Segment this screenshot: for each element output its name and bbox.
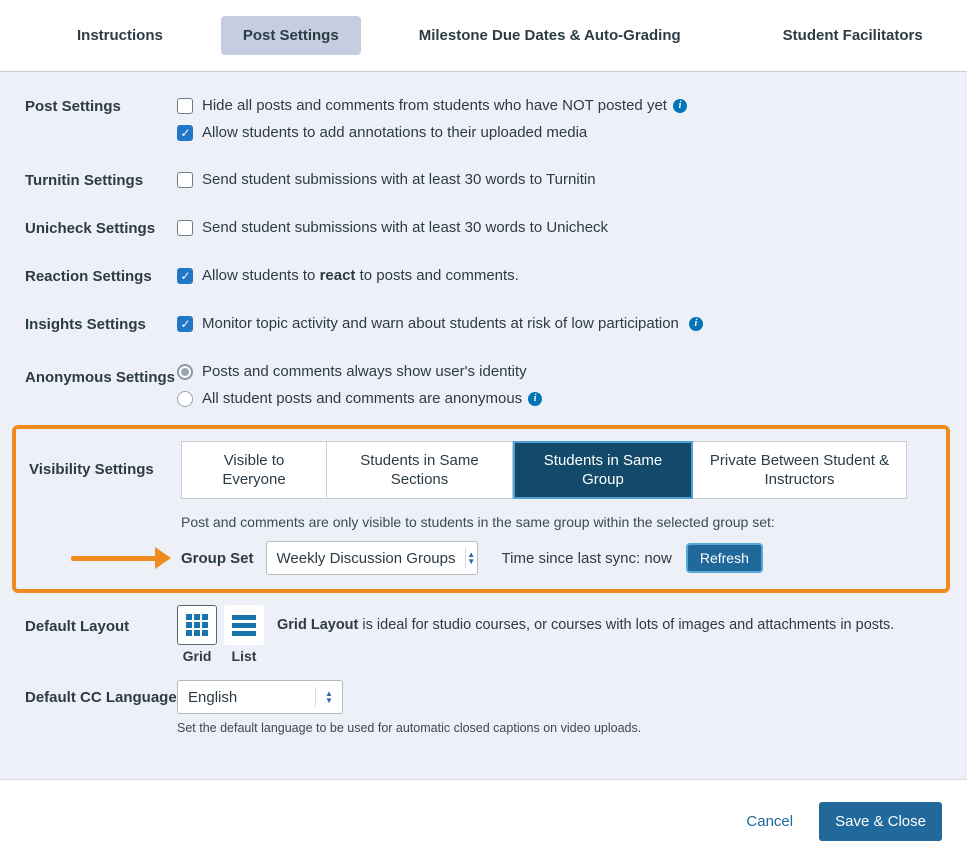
unicheck-label: Unicheck Settings xyxy=(25,217,177,239)
sync-status-text: Time since last sync: now xyxy=(502,550,672,567)
group-set-select[interactable] xyxy=(266,541,478,575)
default-layout-label: Default Layout xyxy=(25,605,177,664)
hide-posts-text: Hide all posts and comments from students who have NOT posted yet xyxy=(202,95,667,116)
layout-description: Grid Layout is ideal for studio courses, or courses with lots of images and attachments in posts. xyxy=(277,605,894,664)
reaction-option xyxy=(177,265,967,286)
insights-option xyxy=(177,313,967,334)
list-icon xyxy=(224,605,264,645)
cc-language-row xyxy=(0,680,967,735)
annotation-arrow xyxy=(29,547,181,569)
turnitin-checkbox[interactable] xyxy=(177,172,193,188)
arrow-head-icon xyxy=(155,547,171,569)
unicheck-checkbox[interactable] xyxy=(177,220,193,236)
insights-label: Insights Settings xyxy=(25,313,177,335)
anonymous-row xyxy=(0,361,967,409)
tab-post-settings[interactable]: Post Settings xyxy=(221,16,361,55)
visibility-label: Visibility Settings xyxy=(29,441,181,499)
refresh-button[interactable]: Refresh xyxy=(686,543,763,573)
annotations-option xyxy=(177,122,967,143)
spinner-icon: ▲ ▼ xyxy=(316,690,342,704)
segment-visible-to-everyone[interactable]: Visible to Everyone xyxy=(181,441,327,499)
info-icon[interactable]: i xyxy=(673,99,687,113)
identity-radio[interactable] xyxy=(177,364,193,380)
anonymous-option xyxy=(177,388,967,409)
reaction-label: Reaction Settings xyxy=(25,265,177,287)
annotations-text: Allow students to add annotations to their uploaded media xyxy=(202,122,587,143)
visibility-segmented-control xyxy=(181,441,907,499)
list-layout-button[interactable] xyxy=(224,605,264,664)
footer-bar xyxy=(0,779,967,862)
segment-private-student-instructors[interactable]: Private Between Student & Instructors xyxy=(693,441,907,499)
group-set-row xyxy=(29,541,946,575)
spinner-icon: ▲ ▼ xyxy=(466,551,477,565)
group-set-label: Group Set xyxy=(181,550,254,567)
unicheck-row xyxy=(0,217,967,239)
insights-checkbox[interactable] xyxy=(177,316,193,332)
info-icon[interactable]: i xyxy=(689,317,703,331)
reaction-row xyxy=(0,265,967,287)
tab-bar xyxy=(0,0,967,72)
cc-language-select[interactable] xyxy=(177,680,343,714)
turnitin-label: Turnitin Settings xyxy=(25,169,177,191)
visibility-annotation-box xyxy=(12,425,950,593)
grid-label: Grid xyxy=(183,648,212,664)
arrow-line xyxy=(71,556,156,561)
unicheck-option xyxy=(177,217,967,238)
identity-text: Posts and comments always show user's identity xyxy=(202,361,527,382)
save-close-button[interactable]: Save & Close xyxy=(819,802,942,841)
anonymous-label: Anonymous Settings xyxy=(25,361,177,409)
cc-language-value: English xyxy=(178,689,315,706)
cc-language-helper: Set the default language to be used for automatic closed captions on video uploads. xyxy=(177,721,967,735)
cc-language-label: Default CC Language xyxy=(25,680,177,735)
annotations-checkbox[interactable] xyxy=(177,125,193,141)
identity-option xyxy=(177,361,967,382)
post-settings-label: Post Settings xyxy=(25,95,177,143)
anonymous-radio[interactable] xyxy=(177,391,193,407)
turnitin-row xyxy=(0,169,967,191)
reaction-text: Allow students to react to posts and comments. xyxy=(202,265,519,286)
visibility-helper-text: Post and comments are only visible to students in the same group within the selected group set: xyxy=(181,513,946,531)
reaction-checkbox[interactable] xyxy=(177,268,193,284)
insights-row xyxy=(0,313,967,335)
unicheck-text: Send student submissions with at least 30 words to Unicheck xyxy=(202,217,608,238)
turnitin-text: Send student submissions with at least 30 words to Turnitin xyxy=(202,169,596,190)
tab-student-facilitators[interactable]: Student Facilitators xyxy=(761,16,945,55)
tab-instructions[interactable]: Instructions xyxy=(55,16,185,55)
group-set-value: Weekly Discussion Groups xyxy=(267,550,466,567)
hide-posts-option xyxy=(177,95,967,116)
insights-text: Monitor topic activity and warn about students at risk of low participation xyxy=(202,313,679,334)
list-label: List xyxy=(232,648,257,664)
segment-students-same-sections[interactable]: Students in Same Sections xyxy=(327,441,513,499)
cancel-button[interactable]: Cancel xyxy=(746,813,793,830)
grid-layout-button[interactable] xyxy=(177,605,217,664)
segment-students-same-group[interactable]: Students in Same Group xyxy=(513,441,693,499)
info-icon[interactable]: i xyxy=(528,392,542,406)
turnitin-option xyxy=(177,169,967,190)
hide-posts-checkbox[interactable] xyxy=(177,98,193,114)
default-layout-row xyxy=(0,605,967,664)
anonymous-text: All student posts and comments are anonymous xyxy=(202,388,522,409)
post-settings-row xyxy=(0,95,967,143)
tab-milestone-due-dates[interactable]: Milestone Due Dates & Auto-Grading xyxy=(397,16,703,55)
grid-icon xyxy=(177,605,217,645)
visibility-row xyxy=(29,441,946,499)
settings-panel xyxy=(0,72,967,779)
